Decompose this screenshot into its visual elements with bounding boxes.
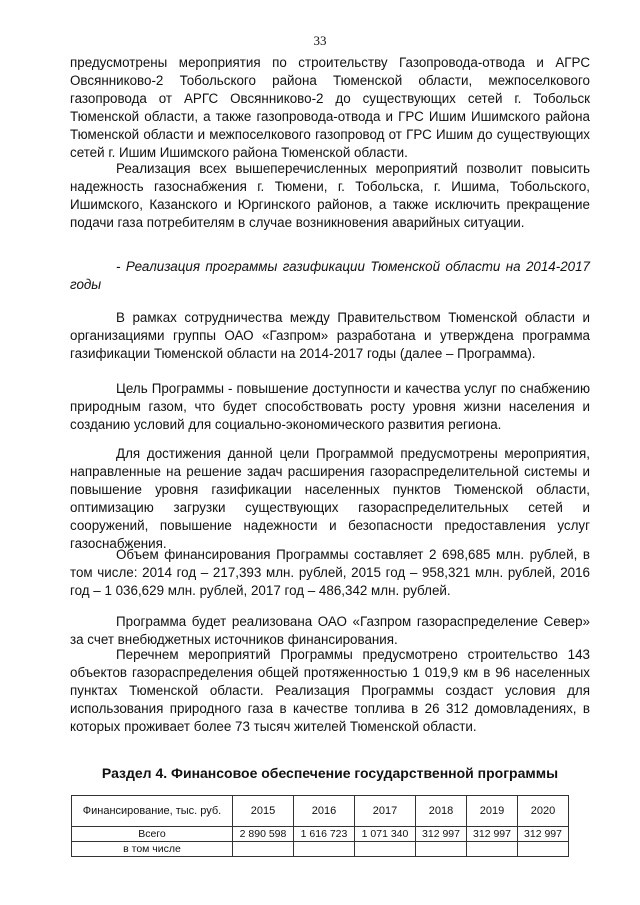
row-label: в том числе [72,842,233,857]
table-cell [416,842,467,857]
paragraph-4: Цель Программы - повышение доступности и качества услуг по снабжению природным газом, что будет способствовать росту уровня жизни населения и созданию условий для социально-экономического развития региона. [70,381,590,432]
year-header: 2017 [355,796,416,827]
year-header: 2016 [294,796,355,827]
table-cell: 312 997 [467,827,518,842]
table-cell: 312 997 [416,827,467,842]
table-cell [294,842,355,857]
row-label: Всего [72,827,233,842]
year-header: 2020 [518,796,569,827]
table-row [72,827,569,842]
year-header: 2018 [416,796,467,827]
paragraph-6: Объем финансирования Программы составляет 2 698,685 млн. рублей, в том числе: 2014 год – 217,393 млн. рублей, 2015 год – 958,321 млн. рублей, 2016 год – 1 036,629 млн. рублей, 2017 год – 486,342 млн. рублей. [70,547,590,598]
paragraph-8: Перечнем мероприятий Программы предусмотрено строительство 143 объектов газораспределения общей протяженностью 1 019,9 км в 96 населенных пунктах Тюменской области. Реализация Программы создаст условия для использования природного газа в качестве топлива в 26 312 домовладениях, в которых проживает более 73 тысяч жителей Тюменской области. [70,647,590,734]
table-cell: 2 890 598 [233,827,294,842]
table-cell [233,842,294,857]
year-header: 2019 [467,796,518,827]
paragraph-3: В рамках сотрудничества между Правительством Тюменской области и организациями группы ОАО «Газпром» разработана и утверждена программа газификации Тюменской области на 2014-2017 годы (далее – Программа). [70,310,590,361]
subheading-italic: - Реализация программы газификации Тюменской области на 2014-2017 годы [70,259,590,292]
table-cell [355,842,416,857]
table-cell: 1 071 340 [355,827,416,842]
paragraph-5: Для достижения данной цели Программой предусмотрены мероприятия, направленные на решение задач расширения газораспределительной системы и повышение уровня газификации населенных пунктов Тюменской области, оптимизацию загрузки существующих газораспределительных сетей и сооружений, повышение надежности и безопасности предоставления услуг газоснабжения. [70,446,590,551]
year-header: 2015 [233,796,294,827]
table-cell [467,842,518,857]
paragraph-7: Программа будет реализована ОАО «Газпром газораспределение Север» за счет внебюджетных источников финансирования. [70,614,590,647]
paragraph-1: предусмотрены мероприятия по строительству Газопровода-отвода и АГРС Овсянниково-2 Тобольского района Тюменской области, межпоселкового газопровода от АРГС Овсянниково-2 до существующих сетей г. Тобольск Тюменской области, а также газопровода-отвода и ГРС Ишим Ишимского района Тюменской области и межпоселкового газопровод от ГРС Ишим до существующих сетей г. Ишим Ишимского района Тюменской области. [70,55,590,160]
page-number: 33 [313,33,327,48]
table-cell: 312 997 [518,827,569,842]
financing-table [71,795,569,857]
paragraph-2: Реализация всех вышеперечисленных мероприятий позволит повысить надежность газоснабжения г. Тюмени, г. Тобольска, г. Ишима, Тобольского, Ишимского, Казанского и Юргинского районов, а также исключить прекращение подачи газа потребителям в случае возникновения аварийных ситуации. [70,161,590,230]
table-header-label: Финансирование, тыс. руб. [72,796,233,827]
table-header-row [72,796,569,827]
section-heading: Раздел 4. Финансовое обеспечение государственной программы [101,765,559,781]
table-cell [518,842,569,857]
table-row [72,842,569,857]
table-cell: 1 616 723 [294,827,355,842]
